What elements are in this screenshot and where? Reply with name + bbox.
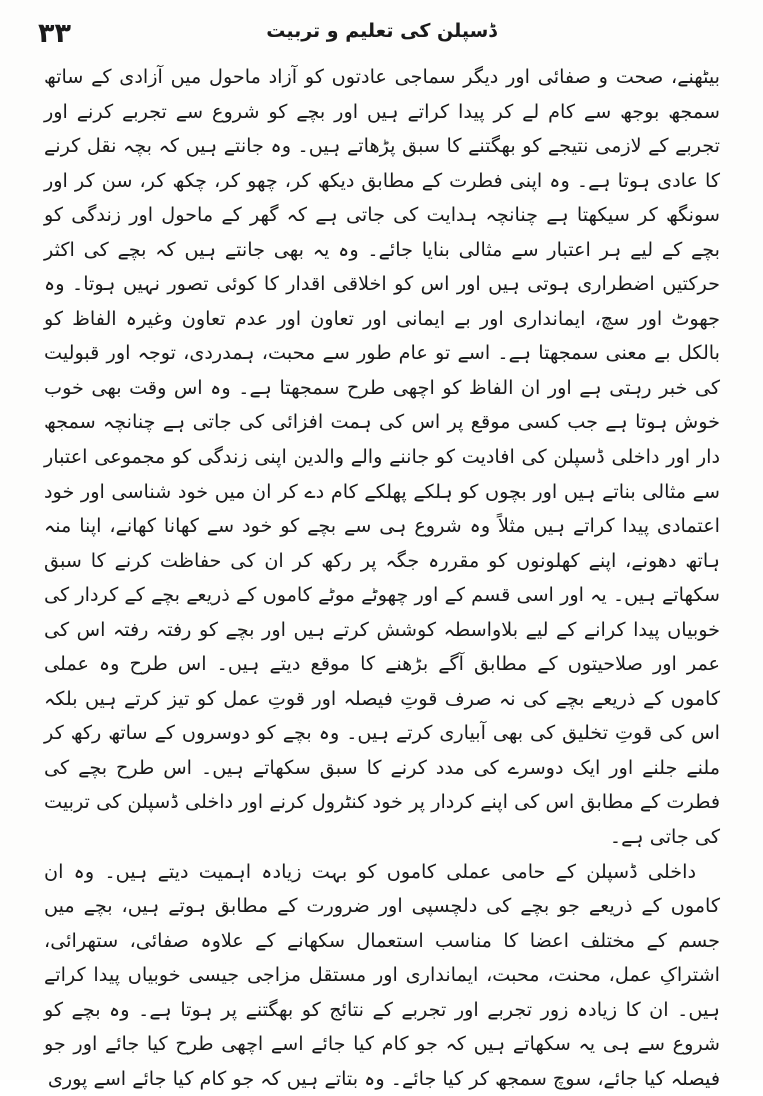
paragraph: داخلی ڈسپلن کے حامی عملی کاموں کو بہت زیادہ اہمیت دیتے ہیں۔ وہ ان کاموں کے ذریعے جو بچے کی دلچسپی اور ضرورت کے مطابق ہوتے ہیں، بچے میں جسم کے مختلف اعضا کا مناسب استعمال سکھانے کے علاوہ صفائی، ستھرائی، اشتراکِ عمل، محنت، محبت، ایمانداری اور مستقل مزاجی جیسی خوبیاں پیدا کراتے ہیں۔ ان کا زیادہ زور تجربے اور تجربے کے نتائج کو بھگتنے پر ہوتا ہے۔ وہ بچے کو شروع سے ہی یہ سکھاتے ہیں کہ جو کام کیا جائے اسے اچھی طرح کیا جائے اور جو فیصلہ کیا جائے، سوچ سمجھ کر کیا جائے۔ وہ بتاتے ہیں کہ جو کام کیا جائے اسے پوری (44, 859, 720, 1090)
page-header (0, 14, 763, 54)
body-text (44, 60, 720, 1090)
running-title: ڈسپلن کی تعلیم و تربیت (266, 20, 497, 42)
paragraph: بیٹھنے، صحت و صفائی اور دیگر سماجی عادتوں کو آزاد ماحول میں آزادی کے ساتھ سمجھ بوجھ سے کام لے کر پیدا کراتے ہیں اور بچے کو شروع سے تجربے کرنے اور تجربے کے لازمی نتیجے کو بھگتنے کا سبق پڑھاتے ہیں۔ وہ جانتے ہیں کہ بچہ نقل کرنے کا عادی ہوتا ہے۔ وہ اپنی فطرت کے مطابق دیکھ کر، چھو کر، چکھ کر، سن کر اور سونگھ کر سیکھتا ہے چنانچہ ہدایت کی جاتی ہے کہ گھر کے ماحول اور زندگی کو بچے کے لیے ہر اعتبار سے مثالی بنایا جائے۔ وہ یہ بھی جانتے ہیں کہ بچے کی اکثر حرکتیں اضطراری ہوتی ہیں اور اس کو اخلاقی اقدار کا کوئی تصور نہیں ہوتا۔ وہ جھوٹ اور سچ، ایمانداری اور بے ایمانی اور تعاون اور عدم تعاون وغیرہ الفاظ کو بالکل بے معنی سمجھتا ہے۔ اسے تو عام طور سے محبت، ہمدردی، توجہ اور قبولیت کی خبر رہتی ہے اور ان الفاظ کو اچھی طرح سمجھتا ہے۔ وہ اس وقت بھی خوب خوش ہوتا ہے جب کسی موقع پر اس کی ہمت افزائی کی جاتی ہے چنانچہ سمجھ دار اور داخلی ڈسپلن کی افادیت کو جاننے والے والدین اپنی زندگی کو مجموعی اعتبار سے مثالی بناتے ہیں اور بچوں کو ہلکے پھلکے کام دے کر ان میں خود شناسی اور خود اعتمادی پیدا کراتے ہیں مثلاً وہ شروع ہی سے بچے کو خود سے کھانا کھانے، اپنا منہ ہاتھ دھونے، اپنے کھلونوں کو مقررہ جگہ پر رکھ کر ان کی حفاظت کرنے کا سبق سکھاتے ہیں۔ یہ اور اسی قسم کے اور چھوٹے موٹے کاموں کے ذریعے بچے کے کردار کی خوبیاں پیدا کرانے کے لیے بلاواسطہ کوشش کرتے ہیں اور بچے کو رفتہ رفتہ اس کی عمر اور صلاحیتوں کے مطابق آگے بڑھنے کا موقع دیتے ہیں۔ اس طرح وہ عملی کاموں کے ذریعے بچے کی نہ صرف قوتِ فیصلہ اور قوتِ عمل کو تیز کرتے ہیں بلکہ اس کی قوتِ تخلیق کی بھی آبیاری کرتے ہیں۔ وہ بچے کو دوسروں کے ساتھ رکھ کر ملنے جلنے اور ایک دوسرے کی مدد کرنے کا سبق سکھاتے ہیں۔ اس طرح بچے کی فطرت کے مطابق اس کی اپنے کردار پر خود کنٹرول کرنے اور داخلی ڈسپلن کی تربیت کی جاتی ہے۔ (44, 65, 720, 849)
page-number: ۳۳ (38, 18, 71, 49)
